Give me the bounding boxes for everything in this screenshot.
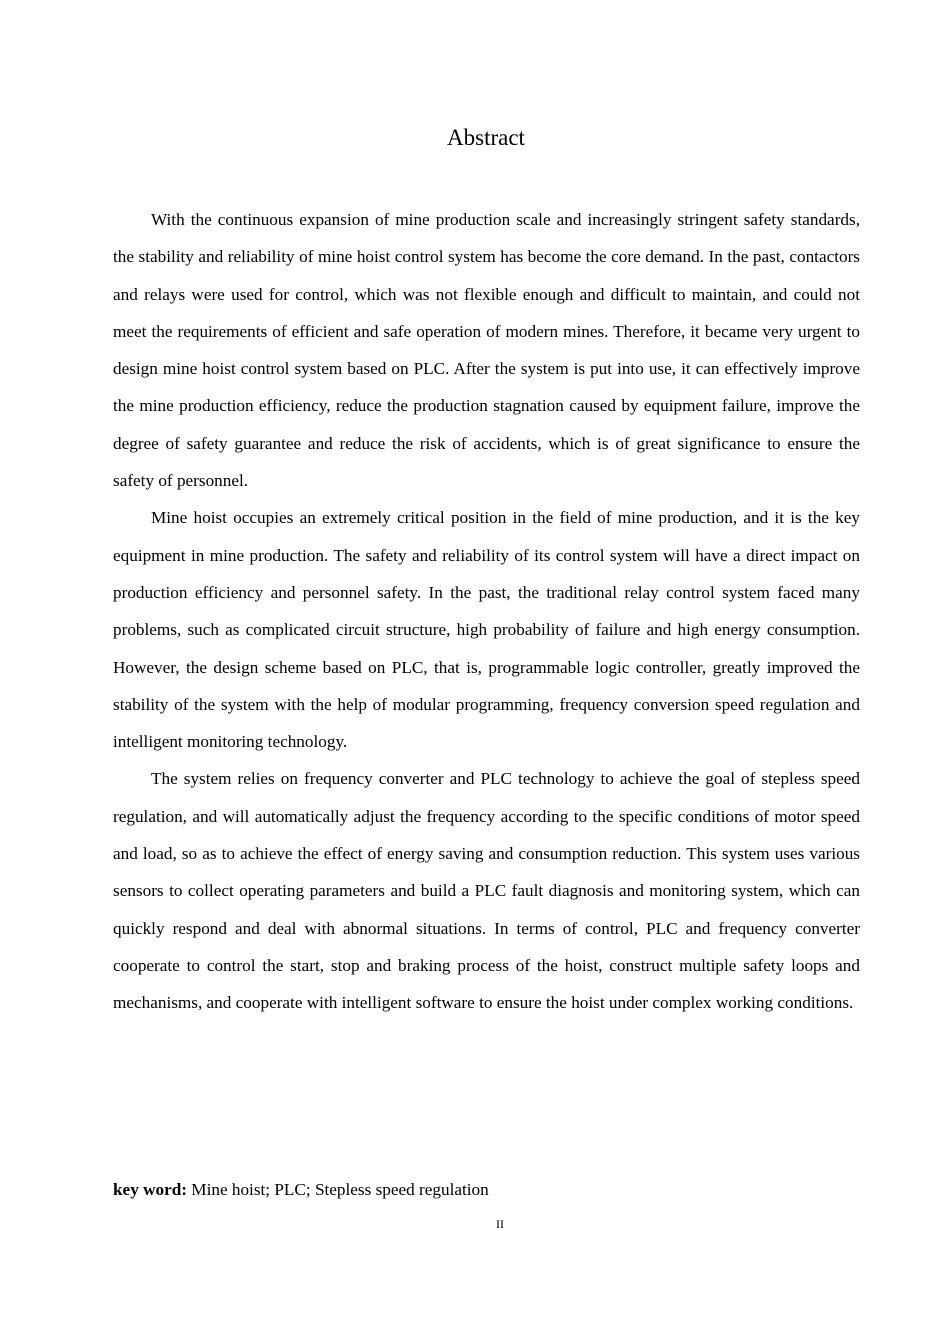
page-number: II bbox=[496, 1217, 504, 1231]
keywords-line bbox=[113, 1174, 860, 1206]
abstract-title: Abstract bbox=[447, 125, 525, 150]
keywords-text: Mine hoist; PLC; Stepless speed regulation bbox=[187, 1180, 489, 1199]
abstract-body bbox=[113, 201, 860, 1022]
abstract-paragraph-1: With the continuous expansion of mine production scale and increasingly stringent safety standards, the stability and reliability of mine hoist control system has become the core demand. In the past, contactors and relays were used for control, which was not flexible enough and difficult to maintain, and could not meet the requirements of efficient and safe operation of modern mines. Therefore, it became very urgent to design mine hoist control system based on PLC. After the system is put into use, it can effectively improve the mine production efficiency, reduce the production stagnation caused by equipment failure, improve the degree of safety guarantee and reduce the risk of accidents, which is of great significance to ensure the safety of personnel. bbox=[113, 210, 860, 491]
keywords-label: key word: bbox=[113, 1180, 187, 1199]
abstract-paragraph-3: The system relies on frequency converter and PLC technology to achieve the goal of stepless speed regulation, and will automatically adjust the frequency according to the specific conditions of motor speed and load, so as to achieve the effect of energy saving and consumption reduction. This system uses various sensors to collect operating parameters and build a PLC fault diagnosis and monitoring system, which can quickly respond and deal with abnormal situations. In terms of control, PLC and frequency converter cooperate to control the start, stop and braking process of the hoist, construct multiple safety loops and mechanisms, and cooperate with intelligent software to ensure the hoist under complex working conditions. bbox=[113, 769, 860, 1013]
abstract-paragraph-2: Mine hoist occupies an extremely critical position in the field of mine production, and it is the key equipment in mine production. The safety and reliability of its control system will have a direct impact on production efficiency and personnel safety. In the past, the traditional relay control system faced many problems, such as complicated circuit structure, high probability of failure and high energy consumption. However, the design scheme based on PLC, that is, programmable logic controller, greatly improved the stability of the system with the help of modular programming, frequency conversion speed regulation and intelligent monitoring technology. bbox=[113, 508, 860, 752]
